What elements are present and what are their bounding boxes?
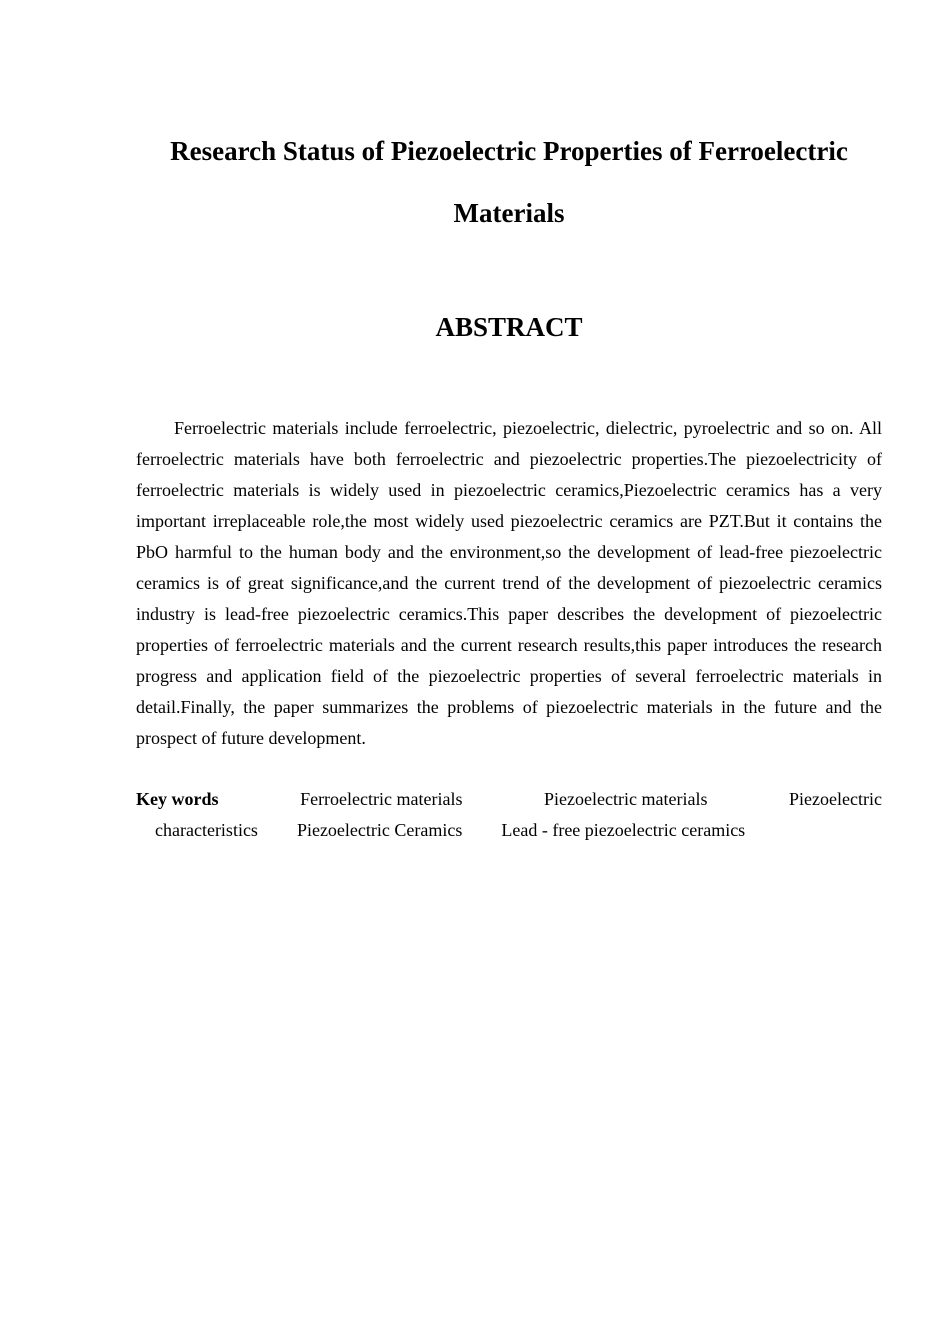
- keyword-item: Lead - free piezoelectric ceramics: [501, 820, 746, 840]
- abstract-heading: ABSTRACT: [435, 312, 583, 342]
- keyword-item: Piezoelectric: [789, 789, 882, 809]
- keywords-label: Key words: [136, 789, 219, 809]
- abstract-body: Ferroelectric materials include ferroelectric, piezoelectric, dielectric, pyroelectric and so on. All ferroelectric materials have both ferroelectric and piezoelectric properties.The piezoelectricity of ferroelectric materials is widely used in piezoelectric ceramics,Piezoelectric ceramics has a very important irreplaceable role,the most widely used piezoelectric ceramics are PZT.But it contains the PbO harmful to the human body and the environment,so the development of lead-free piezoelectric ceramics is of great significance,and the current trend of the development of piezoelectric ceramics industry is lead-free piezoelectric ceramics.This paper describes the development of piezoelectric properties of ferroelectric materials and the current research results,this paper introduces the research progress and application field of the piezoelectric properties of several ferroelectric materials in detail.Finally, the paper summarizes the problems of piezoelectric materials in the future and the prospect of future development.: [136, 418, 882, 748]
- paper-title: [136, 120, 882, 244]
- keywords-row-2: [136, 815, 882, 846]
- title-line-1: Research Status of Piezoelectric Properties of Ferroelectric: [170, 136, 848, 166]
- title-line-2: Materials: [453, 198, 565, 228]
- keyword-item: Ferroelectric materials: [300, 789, 463, 809]
- keywords-row-1: [136, 784, 882, 815]
- keyword-item: Piezoelectric materials: [544, 789, 708, 809]
- keyword-item: Piezoelectric Ceramics: [296, 820, 463, 840]
- keyword-item: characteristics: [155, 820, 258, 840]
- keywords-section: [136, 784, 882, 846]
